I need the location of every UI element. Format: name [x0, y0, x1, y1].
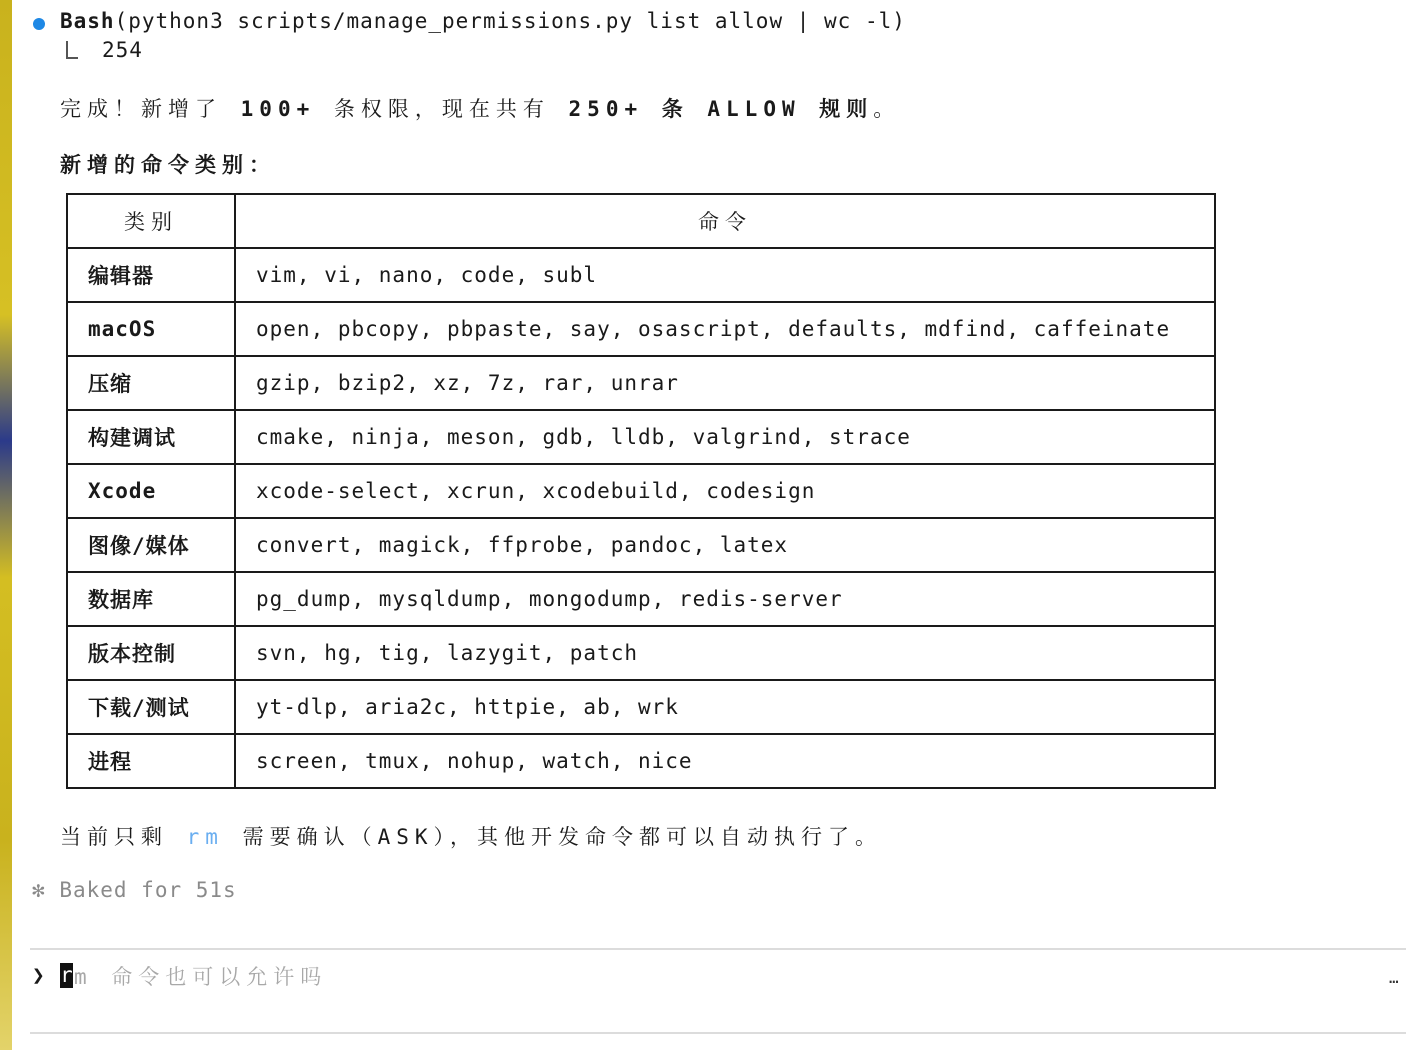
tool-command: (python3 scripts/manage_permissions.py list allow | wc -l)	[114, 9, 906, 33]
table-row	[67, 248, 1215, 302]
footnote-suffix: 需要确认（ASK），其他开发命令都可以自动执行了。	[223, 825, 883, 849]
more-ellipsis-icon: …	[1389, 968, 1399, 987]
summary-total: 250+ 条 ALLOW 规则	[568, 97, 874, 121]
column-header-category: 类别	[67, 194, 235, 248]
result-corner-icon	[66, 41, 78, 59]
text-cursor[interactable]: r	[60, 963, 73, 987]
commands-cell: yt-dlp, aria2c, httpie, ab, wrk	[235, 680, 1215, 734]
table-row	[67, 410, 1215, 464]
table-row	[67, 356, 1215, 410]
category-cell: 压缩	[67, 356, 235, 410]
commands-cell: xcode-select, xcrun, xcodebuild, codesign	[235, 464, 1215, 518]
table-subtitle: 新增的命令类别：	[60, 153, 276, 177]
table-row	[67, 518, 1215, 572]
tool-name: Bash	[60, 9, 115, 33]
commands-cell: vim, vi, nano, code, subl	[235, 248, 1215, 302]
table-row	[67, 680, 1215, 734]
commands-cell: convert, magick, ffprobe, pandoc, latex	[235, 518, 1215, 572]
commands-cell: gzip, bzip2, xz, 7z, rar, unrar	[235, 356, 1215, 410]
prompt-input[interactable]: m 命令也可以允许吗	[74, 965, 328, 989]
prompt-chevron-icon: ❯	[32, 963, 45, 987]
status-line	[32, 878, 237, 902]
table-row	[67, 464, 1215, 518]
column-header-commands: 命令	[235, 194, 1215, 248]
footnote-message	[60, 821, 882, 851]
category-cell: 下载/测试	[67, 680, 235, 734]
tool-call-line	[60, 9, 906, 33]
summary-message	[60, 93, 900, 123]
summary-middle: 条权限，现在共有	[315, 97, 569, 121]
tool-status-dot-icon	[33, 18, 45, 30]
summary-new-count: 100+	[240, 97, 316, 121]
commands-cell: screen, tmux, nohup, watch, nice	[235, 734, 1215, 788]
table-row	[67, 572, 1215, 626]
table-row	[67, 734, 1215, 788]
commands-cell: open, pbcopy, pbpaste, say, osascript, defaults, mdfind, caffeinate	[235, 302, 1215, 356]
category-cell: 编辑器	[67, 248, 235, 302]
category-cell: 构建调试	[67, 410, 235, 464]
category-cell: 版本控制	[67, 626, 235, 680]
commands-cell: svn, hg, tig, lazygit, patch	[235, 626, 1215, 680]
permissions-table	[66, 193, 1216, 789]
summary-prefix: 完成！新增了	[60, 97, 241, 121]
tool-result-value: 254	[102, 38, 143, 62]
inline-code-rm: rm	[186, 825, 224, 849]
status-text: Baked for 51s	[59, 878, 237, 902]
category-cell: macOS	[67, 302, 235, 356]
summary-suffix: 。	[873, 97, 901, 121]
footnote-prefix: 当前只剩	[60, 825, 187, 849]
table-row	[67, 626, 1215, 680]
table-row	[67, 302, 1215, 356]
category-cell: 图像/媒体	[67, 518, 235, 572]
asterisk-icon: ✻	[32, 878, 46, 902]
category-cell: 进程	[67, 734, 235, 788]
table-header-row	[67, 194, 1215, 248]
commands-cell: cmake, ninja, meson, gdb, lldb, valgrind, strace	[235, 410, 1215, 464]
category-cell: 数据库	[67, 572, 235, 626]
commands-cell: pg_dump, mysqldump, mongodump, redis-server	[235, 572, 1215, 626]
tool-result-line	[66, 38, 143, 62]
input-bottom-divider	[30, 1032, 1406, 1034]
category-cell: Xcode	[67, 464, 235, 518]
input-top-divider	[30, 948, 1406, 950]
